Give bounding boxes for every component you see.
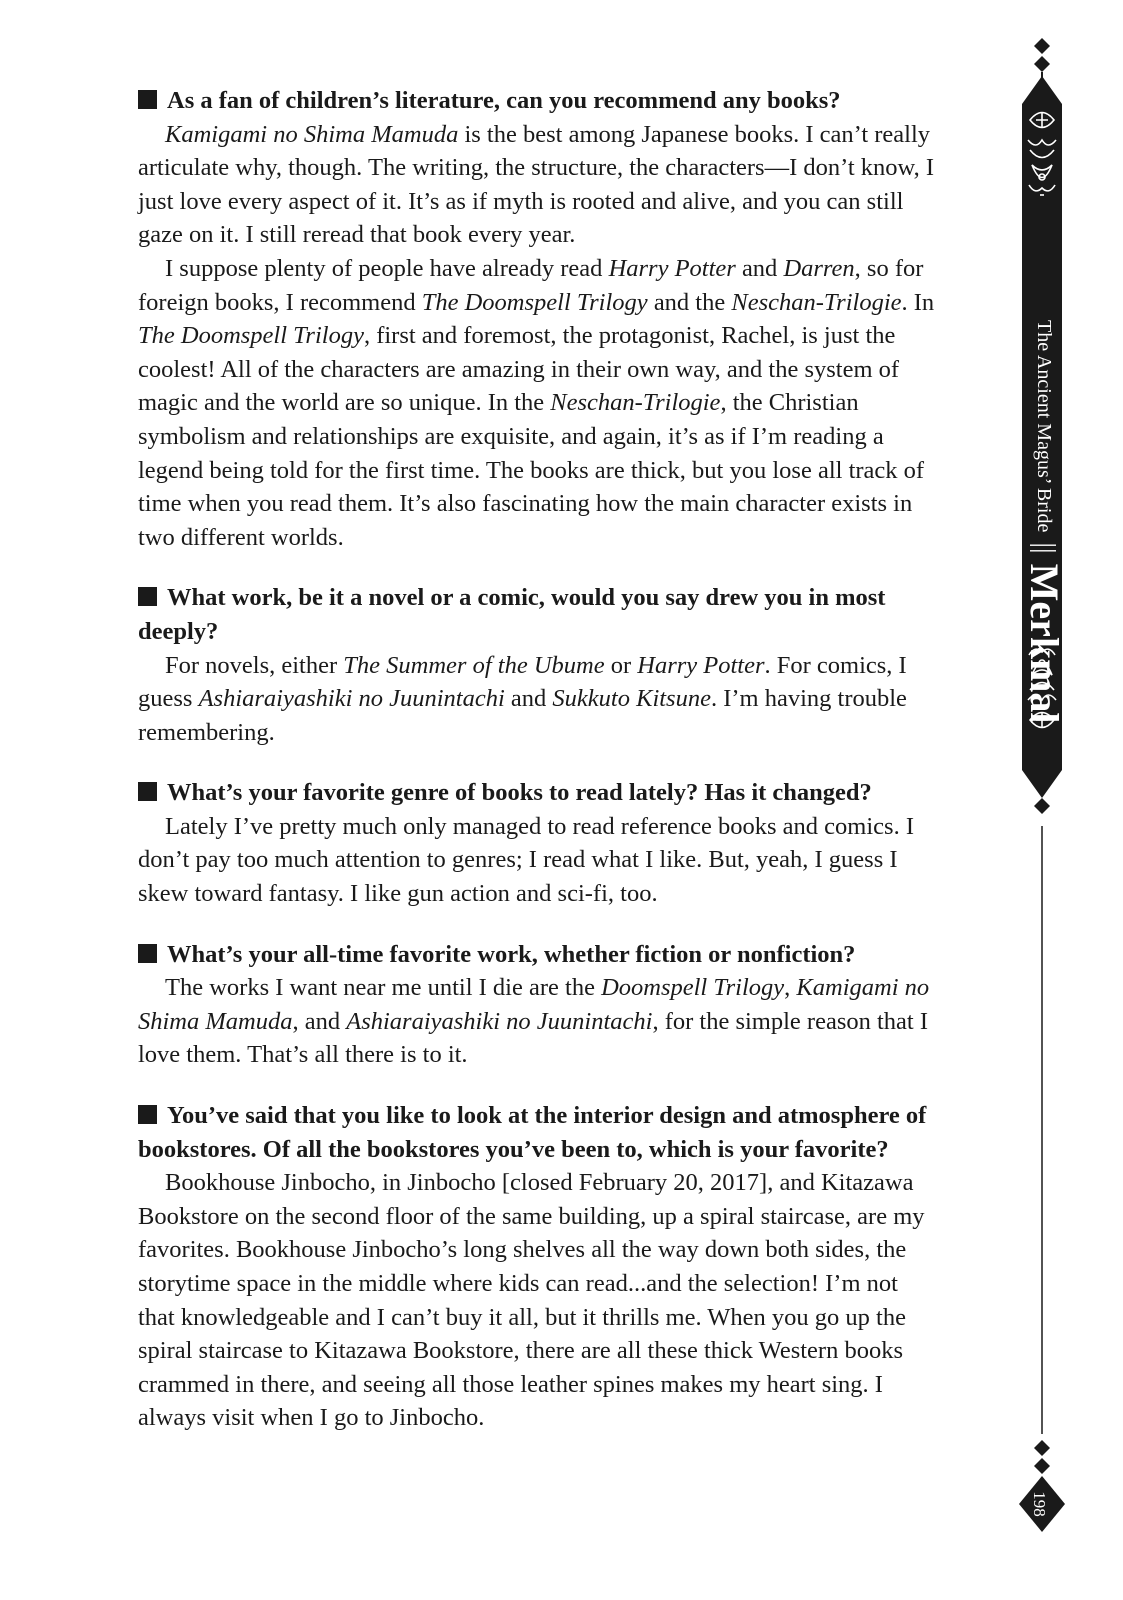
answer-paragraph: Bookhouse Jinbocho, in Jinbocho [closed February 20, 2017], and Kitazawa Bookstore on the second floor of the same building, up a spiral staircase, are my favorites. Bookhouse Jinbocho’s long shelves all the way down both sides, the storytime space in the middle where kids can read...and the selection! I’m not that knowledgeable and I can’t buy it all, but it thrills me. When you go up the spiral staircase to Kitazawa Bookstore, there are all these thick Western books crammed in there, and seeing all those leather spines makes my heart sing. I always visit when I go to Jinbocho. bbox=[138, 1169, 925, 1432]
title-separator: || bbox=[1029, 542, 1060, 554]
question-text: What’s your all-time favorite work, whether fiction or nonfiction? bbox=[167, 940, 856, 968]
answer-paragraph: The works I want near me until I die are the Doomspell Trilogy, Kamigami no Shima Mamuda, and Ashiaraiyashiki no Juunintachi, for the simple reason that I love them. That’s all there is to it. bbox=[138, 974, 930, 1069]
qa-block bbox=[138, 581, 938, 749]
qa-block bbox=[138, 84, 938, 554]
answer-paragraph: Kamigami no Shima Mamuda is the best among Japanese books. I can’t really articulate why, though. The writing, the structure, the characters—I don’t know, I just love every aspect of it. It’s as if myth is rooted and alive, and you can still gaze on it. I still reread that book every year. bbox=[138, 120, 935, 249]
question-text: What work, be it a novel or a comic, would you say drew you in most deeply? bbox=[138, 584, 886, 645]
interview-content bbox=[138, 84, 938, 1462]
question bbox=[138, 938, 938, 972]
question bbox=[138, 84, 938, 118]
side-decoration bbox=[1000, 0, 1123, 1600]
qa-block bbox=[138, 938, 938, 1072]
square-bullet-icon bbox=[138, 944, 157, 963]
brand-title: Merkmal bbox=[1022, 563, 1067, 724]
square-bullet-icon bbox=[138, 587, 157, 606]
question bbox=[138, 1099, 938, 1166]
question-text: You’ve said that you like to look at the interior design and atmosphere of bookstores. Of all the bookstores you’ve been to, which is your favorite? bbox=[138, 1102, 927, 1163]
square-bullet-icon bbox=[138, 782, 157, 801]
question-text: As a fan of children’s literature, can you recommend any books? bbox=[167, 87, 841, 114]
series-title: The Ancient Magus’ Bride bbox=[1033, 320, 1055, 533]
answer-paragraph: I suppose plenty of people have already read Harry Potter and Darren, so for foreign books, I recommend The Doomspell Trilogy and the Neschan-Trilogie. In The Doomspell Trilogy, first and foremost, the protagonist, Rachel, is just the coolest! All of the characters are amazing in their own way, and the system of magic and the world are so unique. In the Neschan-Trilogie, the Christian symbolism and relationships are exquisite, and again, it’s as if I’m reading a legend being told for the first time. The books are thick, but you lose all track of time when you read them. It’s also fascinating how the main character exists in two different worlds. bbox=[138, 254, 935, 551]
answer-paragraph: For novels, either The Summer of the Ubume or Harry Potter. For comics, I guess Ashiaraiyashiki no Juunintachi and Sukkuto Kitsune. I’m having trouble remembering. bbox=[138, 651, 907, 746]
square-bullet-icon bbox=[138, 1105, 157, 1124]
qa-block bbox=[138, 1099, 938, 1435]
answer-paragraph: Lately I’ve pretty much only managed to read reference books and comics. I don’t pay too much attention to genres; I read what I like. But, yeah, I guess I skew toward fantasy. I like gun action and sci-fi, too. bbox=[138, 812, 914, 908]
qa-block bbox=[138, 776, 938, 910]
question-text: What’s your favorite genre of books to read lately? Has it changed? bbox=[167, 779, 872, 807]
banner bbox=[1020, 100, 1067, 800]
question bbox=[138, 776, 938, 810]
question bbox=[138, 581, 938, 648]
square-bullet-icon bbox=[138, 90, 157, 109]
page-number: 198 bbox=[1030, 1491, 1049, 1517]
banner-label bbox=[1022, 320, 1067, 1020]
